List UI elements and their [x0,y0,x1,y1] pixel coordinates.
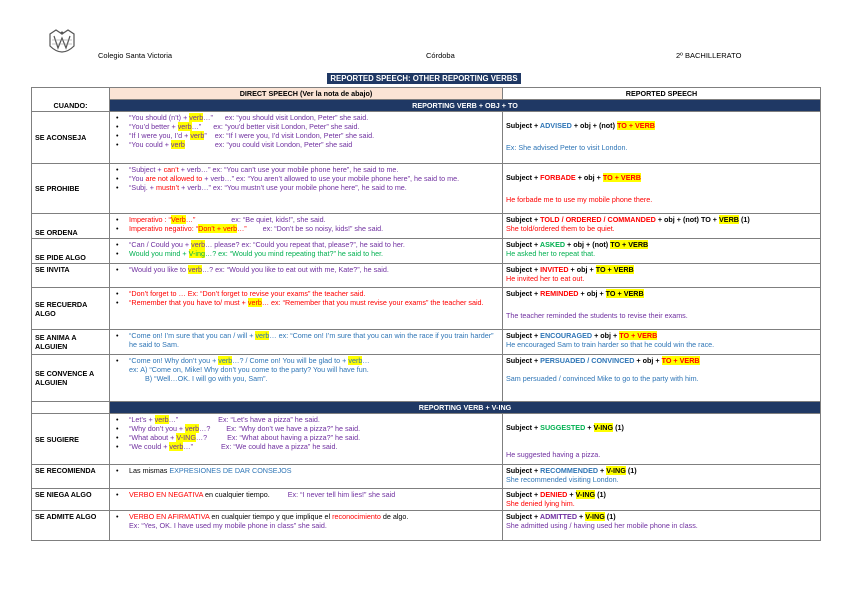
row-label: SE CONVENCE A ALGUIEN [32,355,110,402]
page-title [0,73,848,84]
table-row [32,288,821,330]
table-row [32,511,821,541]
table-row [32,112,821,164]
band-row-ving [32,402,821,414]
reported-speech-cell: Subject + ADVISED + obj + (not) TO + VERB Ex: She advised Peter to visit London. [503,112,821,164]
table-row [32,414,821,465]
title-part2: OTHER REPORTING VERBS [410,74,518,83]
reported-speech-cell: Subject + ENCOURAGED + obj + TO + VERB He encouraged Sam to train harder so that he could win the race. [503,330,821,355]
crest-icon [46,28,78,60]
column-header-reported: REPORTED SPEECH [503,88,821,100]
reported-speech-cell: Subject + REMINDED + obj + TO + VERB The teacher reminded the students to revise their exams. [503,288,821,330]
band-obj-to: REPORTING VERB + OBJ + TO [110,100,821,112]
direct-speech-cell: • “Can / Could you + verb… please? ex: “Could you repeat that, please?”, he said to her. • Would you mind + V-ing…? ex: “Would you mind repeating that?” he said to her. [110,239,503,264]
row-label: SE ACONSEJA [32,112,110,164]
row-label: SE PROHIBE [32,164,110,214]
direct-speech-cell: • “Would you like to verb…? ex: “Would you like to eat out with me, Kate?”, he said. [110,264,503,288]
header-row [32,88,821,100]
reported-speech-cell: Subject + SUGGESTED + V-ING (1) He suggested having a pizza. [503,414,821,465]
reported-speech-cell: Subject + FORBADE + obj + TO + VERB He forbade me to use my mobile phone there. [503,164,821,214]
row-label: SE ANIMA A ALGUIEN [32,330,110,355]
page-header [46,28,836,64]
direct-speech-cell: • Imperativo : “Verb…” ex: “Be quiet, kids!”, she said. • Imperativo negativo: “Don’t + verb…” ex: “Don’t be so noisy, kids!” she said. [110,214,503,239]
direct-speech-cell: • “Come on! Why don’t you + verb…? / Come on! You will be glad to + verb… ex: A) “Come on, Mike! Why don’t you come to the party? You will have fun. B) “Well…OK. I will go with you, Sam”. [110,355,503,402]
row-label: SE SUGIERE [32,414,110,465]
reported-speech-cell: Subject + RECOMMENDED + V-ING (1) She recommended visiting London. [503,465,821,489]
band-ving: REPORTING VERB + V-ING [110,402,821,414]
reported-speech-cell: Subject + ADMITTED + V-ING (1) She admitted using / having used her mobile phone in class. [503,511,821,541]
row-label: SE ORDENA [32,214,110,239]
city-name: Córdoba [426,51,455,60]
table-row [32,164,821,214]
reported-speech-cell: Subject + ASKED + obj + (not) TO + VERB He asked her to repeat that. [503,239,821,264]
reported-speech-table [31,87,821,541]
direct-speech-cell: • “Let’s + verb…” Ex: “Let’s have a pizza” he said. • “Why don’t you + verb…? Ex: “Why don’t we have a pizza?” he said. • “What about + V-ING…? Ex: “What about having a pizza?” he said. • “We could + verb…” Ex: “We could have a pizza” he said. [110,414,503,465]
reported-speech-cell: Subject + PERSUADED / CONVINCED + obj + TO + VERB Sam persuaded / convinced Mike to go to the party with him. [503,355,821,402]
row-label: SE RECUERDA ALGO [32,288,110,330]
table-row [32,330,821,355]
reported-speech-cell: Subject + DENIED + V-ING (1) She denied lying him. [503,489,821,511]
school-name: Colegio Santa Victoria [98,51,173,60]
direct-speech-cell: • VERBO EN NEGATIVA en cualquier tiempo. Ex: “I never tell him lies!” she said [110,489,503,511]
direct-speech-cell: • “Come on! I’m sure that you can / will + verb… ex: “Come on! I’m sure that you can win the race if you train harder” he said to Sam. [110,330,503,355]
title-part1: REPORTED SPEECH: [330,74,411,83]
band-row-obj-to [32,100,821,112]
column-header-cuando: CUANDO: [32,88,110,112]
table-row [32,264,821,288]
direct-speech-cell: • “Subject + can’t + verb…” ex: “You can’t use your mobile phone here”, he said to me. • “You are not allowed to + verb…” ex: “You aren’t allowed to use your mobile phone here”, he said to me. • “Subj. + mustn’t + verb…” ex: “You mustn’t use your mobile phone here”, he said to me. [110,164,503,214]
column-header-direct: DIRECT SPEECH (Ver la nota de abajo) [110,88,503,100]
reported-speech-cell: Subject + TOLD / ORDERED / COMMANDED + obj + (not) TO + VERB (1) She told/ordered them to be quiet. [503,214,821,239]
table-row [32,355,821,402]
table-row [32,489,821,511]
table-row [32,465,821,489]
direct-speech-cell: • “You should (n’t) + verb…” ex: “you should visit London, Peter” she said. • “You’d better + verb…” ex: “you’d better visit London, Peter” she said. • “If I were you, I’d + verb” ex: “If I were you, I’d visit London, Peter” she said. • “You could + verb ex: “you could visit London, Peter” she said [110,112,503,164]
direct-speech-cell: • “Don’t forget to … Ex: “Don’t forget to revise your exams” the teacher said. • “Remember that you have to/ must + verb… ex: “Remember that you must revise your exams” the teacher said. [110,288,503,330]
row-label: SE PIDE ALGO [32,239,110,264]
row-label: SE RECOMIENDA [32,465,110,489]
course-name: 2º BACHILLERATO [676,51,742,60]
reported-speech-cell: Subject + INVITED + obj + TO + VERB He invited her to eat out. [503,264,821,288]
table-row [32,239,821,264]
table-row [32,214,821,239]
row-label: SE ADMITE ALGO [32,511,110,541]
direct-speech-cell: • VERBO EN AFIRMATIVA en cualquier tiempo y que implique el reconocimiento de algo. Ex: “Yes, OK. I have used my mobile phone in class” she said. [110,511,503,541]
row-label: SE INVITA [32,264,110,288]
row-label: SE NIEGA ALGO [32,489,110,511]
direct-speech-cell: • Las mismas EXPRESIONES DE DAR CONSEJOS [110,465,503,489]
